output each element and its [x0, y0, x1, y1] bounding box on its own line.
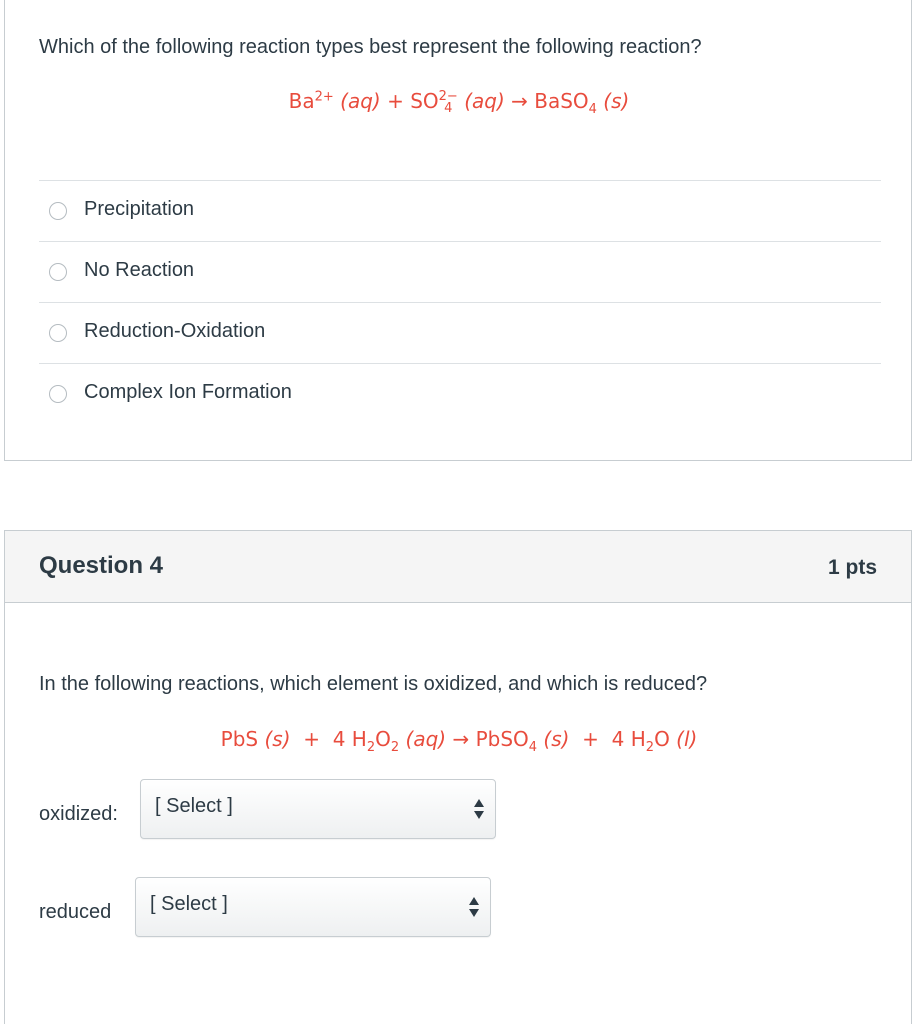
equation-term: BaSO — [534, 89, 589, 113]
answer-option-no-reaction[interactable] — [39, 241, 881, 302]
equation-subscript: 2 — [390, 740, 400, 755]
equation-term: O — [375, 727, 391, 751]
equation-state: (s) — [264, 727, 291, 751]
question-3-equation — [5, 89, 913, 115]
select-value: [ Select ] — [150, 893, 228, 915]
equation-state: (aq) — [464, 89, 505, 113]
equation-term: O — [654, 727, 670, 751]
equation-plus: + — [582, 727, 599, 751]
question-3-prompt: Which of the following reaction types best represent the following reaction? — [39, 36, 702, 58]
question-3-card — [4, 0, 912, 461]
question-header — [5, 531, 911, 603]
answer-list — [39, 180, 881, 424]
answer-label: Precipitation — [84, 198, 195, 220]
equation-charge: 2− — [438, 88, 458, 104]
equation-plus: + — [387, 89, 404, 113]
equation-plus: + — [303, 727, 320, 751]
equation-state: (l) — [676, 727, 698, 751]
up-down-arrows-icon — [468, 895, 480, 919]
radio-button[interactable] — [49, 385, 67, 403]
equation-charge: 2+ — [314, 89, 334, 105]
equation-subscript: 4 — [444, 100, 453, 116]
reaction-arrow: → — [452, 727, 470, 751]
radio-button[interactable] — [49, 202, 67, 220]
question-title: Question 4 — [39, 552, 164, 579]
equation-subscript: 2 — [366, 740, 376, 755]
reduced-select[interactable] — [135, 877, 491, 937]
reaction-arrow: → — [511, 89, 528, 113]
equation-subscript: 2 — [645, 740, 655, 755]
answer-option-precipitation[interactable] — [39, 180, 881, 241]
radio-button[interactable] — [49, 263, 67, 281]
equation-coefficient: 4 — [611, 727, 625, 751]
dropdown-label: reduced — [39, 901, 112, 923]
equation-term: Ba — [288, 89, 315, 113]
equation-term: PbS — [220, 727, 259, 751]
question-4-card — [4, 530, 912, 1024]
equation-coefficient: 4 — [332, 727, 346, 751]
question-4-prompt: In the following reactions, which element is oxidized, and which is reduced? — [39, 673, 708, 695]
equation-term: H — [351, 727, 367, 751]
answer-label: Reduction-Oxidation — [84, 320, 266, 342]
equation-state: (aq) — [405, 727, 447, 751]
equation-term: SO — [410, 89, 439, 113]
equation-subscript: 4 — [588, 102, 597, 117]
equation-state: (s) — [603, 89, 630, 113]
answer-label: No Reaction — [84, 259, 195, 281]
oxidized-select[interactable] — [140, 779, 496, 839]
equation-state: (aq) — [340, 89, 381, 113]
up-down-arrows-icon — [473, 797, 485, 821]
answer-option-redox[interactable] — [39, 302, 881, 363]
answer-label: Complex Ion Formation — [84, 381, 292, 403]
answer-option-complex-ion[interactable] — [39, 363, 881, 424]
dropdown-label: oxidized: — [39, 803, 118, 825]
equation-term: PbSO — [475, 727, 529, 751]
radio-button[interactable] — [49, 324, 67, 342]
equation-subscript: 4 — [528, 740, 538, 755]
equation-term: H — [630, 727, 646, 751]
question-points: 1 pts — [827, 556, 877, 579]
question-4-equation — [5, 727, 913, 755]
equation-state: (s) — [543, 727, 570, 751]
select-value: [ Select ] — [155, 795, 233, 817]
